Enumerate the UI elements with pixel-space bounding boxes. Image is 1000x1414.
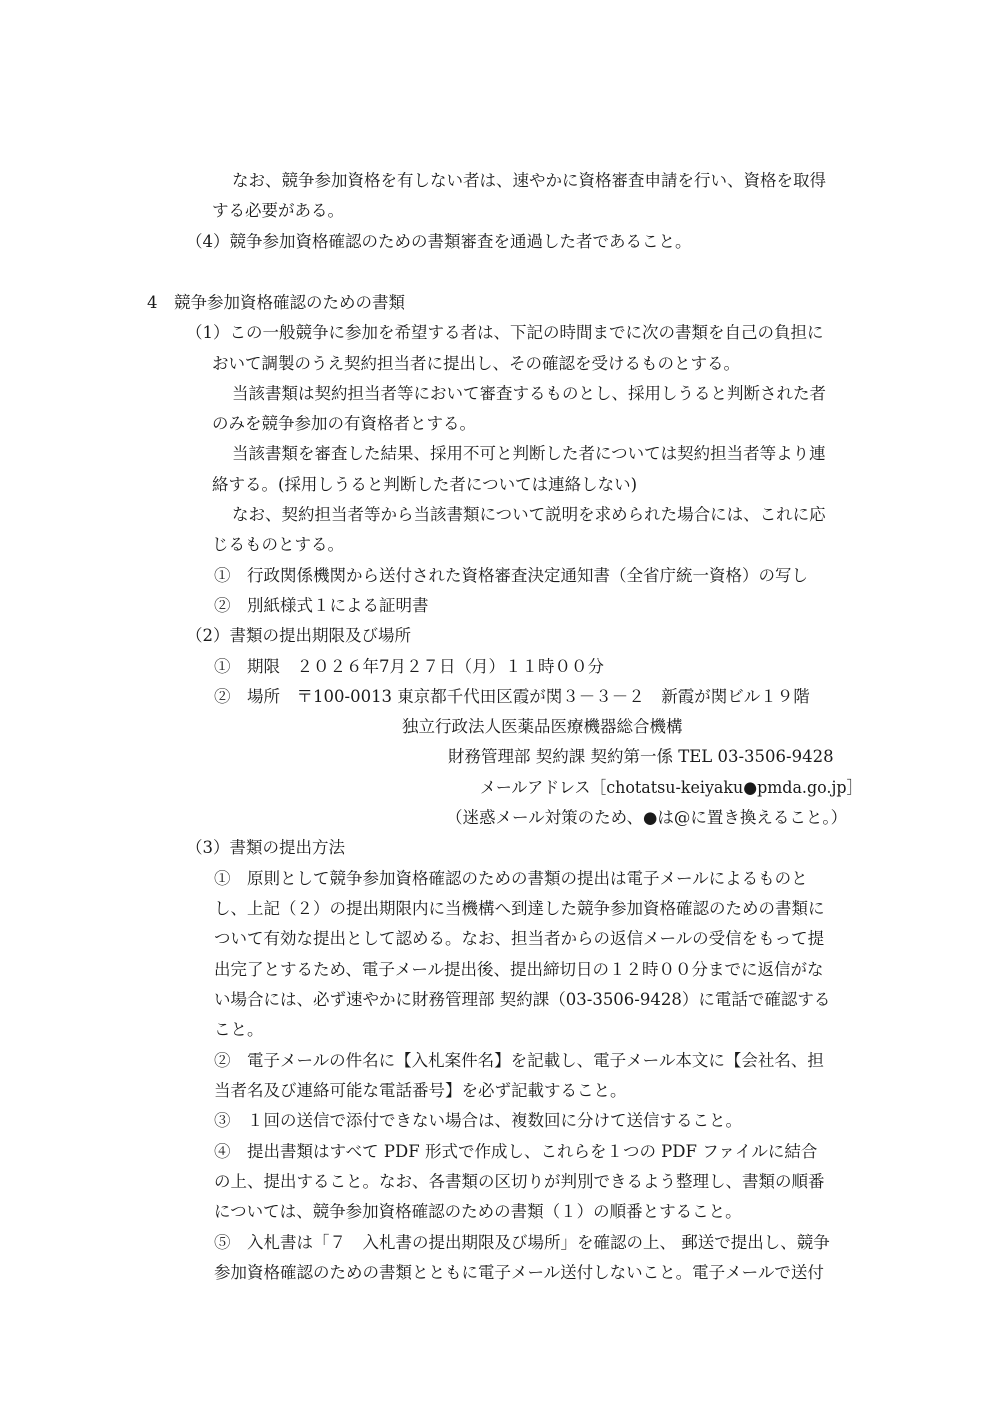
list-item: ② 場所 〒100-0013 東京都千代田区霞が関３－３－２ 新霞が関ビル１９階 [214, 687, 810, 706]
list-item: ⑤ 入札書は「７ 入札書の提出期限及び場所」を確認の上、 郵送で提出し、競争 [214, 1233, 830, 1252]
list-item: ① 原則として競争参加資格確認のための書類の提出は電子メールによるものと [214, 869, 808, 888]
section-heading: 4 競争参加資格確認のための書類 [147, 293, 405, 312]
list-item: ① 期限 ２０２６年7月２７日（月）１１時００分 [214, 657, 604, 676]
list-item: ② 別紙様式１による証明書 [214, 596, 429, 615]
text-line: 絡する。(採用しうると判断した者については連絡しない) [212, 475, 638, 494]
text-line: 出完了とするため、電子メール提出後、提出締切日の１２時００分までに返信がな [214, 960, 824, 979]
text-line: なお、契約担当者等から当該書類について説明を求められた場合には、これに応 [232, 505, 826, 524]
subsection-heading: （2）書類の提出期限及び場所 [186, 626, 411, 645]
text-line: 当者名及び連絡可能な電話番号】を必ず記載すること。 [214, 1081, 627, 1100]
list-item: ③ １回の送信で添付できない場合は、複数回に分けて送信すること。 [214, 1111, 742, 1130]
subsection-heading: （3）書類の提出方法 [186, 838, 345, 857]
text-line: こと。 [214, 1020, 264, 1039]
text-line: する必要がある。 [212, 201, 344, 220]
text-line: おいて調製のうえ契約担当者に提出し、その確認を受けるものとする。 [212, 354, 740, 373]
text-line: い場合には、必ず速やかに財務管理部 契約課（03-3506-9428）に電話で確認する [214, 990, 831, 1009]
text-line: 参加資格確認のための書類とともに電子メール送付しないこと。電子メールで送付 [214, 1263, 824, 1282]
text-line: のみを競争参加の有資格者とする。 [212, 414, 476, 433]
text-line: 当該書類は契約担当者等において審査するものとし、採用しうると判断された者 [232, 384, 826, 403]
text-line: し、上記（２）の提出期限内に当機構へ到達した競争参加資格確認のための書類に [214, 899, 825, 918]
list-item: ① 行政関係機関から送付された資格審査決定通知書（全省庁統一資格）の写し [214, 566, 808, 585]
text-line: （1）この一般競争に参加を希望する者は、下記の時間までに次の書類を自己の負担に [186, 323, 824, 342]
text-line: なお、競争参加資格を有しない者は、速やかに資格審査申請を行い、資格を取得 [232, 171, 826, 190]
note-line: （迷惑メール対策のため、●は@に置き換えること。） [446, 808, 848, 827]
email-line: メールアドレス［chotatsu-keiyaku●pmda.go.jp］ [480, 778, 863, 797]
list-item: ② 電子メールの件名に【入札案件名】を記載し、電子メール本文に【会社名、担 [214, 1051, 824, 1070]
list-item: ④ 提出書類はすべて PDF 形式で作成し、これらを１つの PDF ファイルに結合 [214, 1142, 818, 1161]
text-line: 当該書類を審査した結果、採用不可と判断した者については契約担当者等より連 [232, 444, 826, 463]
address-line: 財務管理部 契約課 契約第一係 TEL 03-3506-9428 [448, 747, 834, 766]
text-line: （4）競争参加資格確認のための書類審査を通過した者であること。 [186, 232, 692, 251]
address-line: 独立行政法人医薬品医療機器総合機構 [402, 717, 683, 736]
text-line: の上、提出すること。なお、各書類の区切りが判別できるよう整理し、書類の順番 [214, 1172, 825, 1191]
text-line: じるものとする。 [212, 535, 344, 554]
text-line: については、競争参加資格確認のための書類（１）の順番とすること。 [214, 1202, 742, 1221]
text-line: ついて有効な提出として認める。なお、担当者からの返信メールの受信をもって提 [214, 929, 825, 948]
